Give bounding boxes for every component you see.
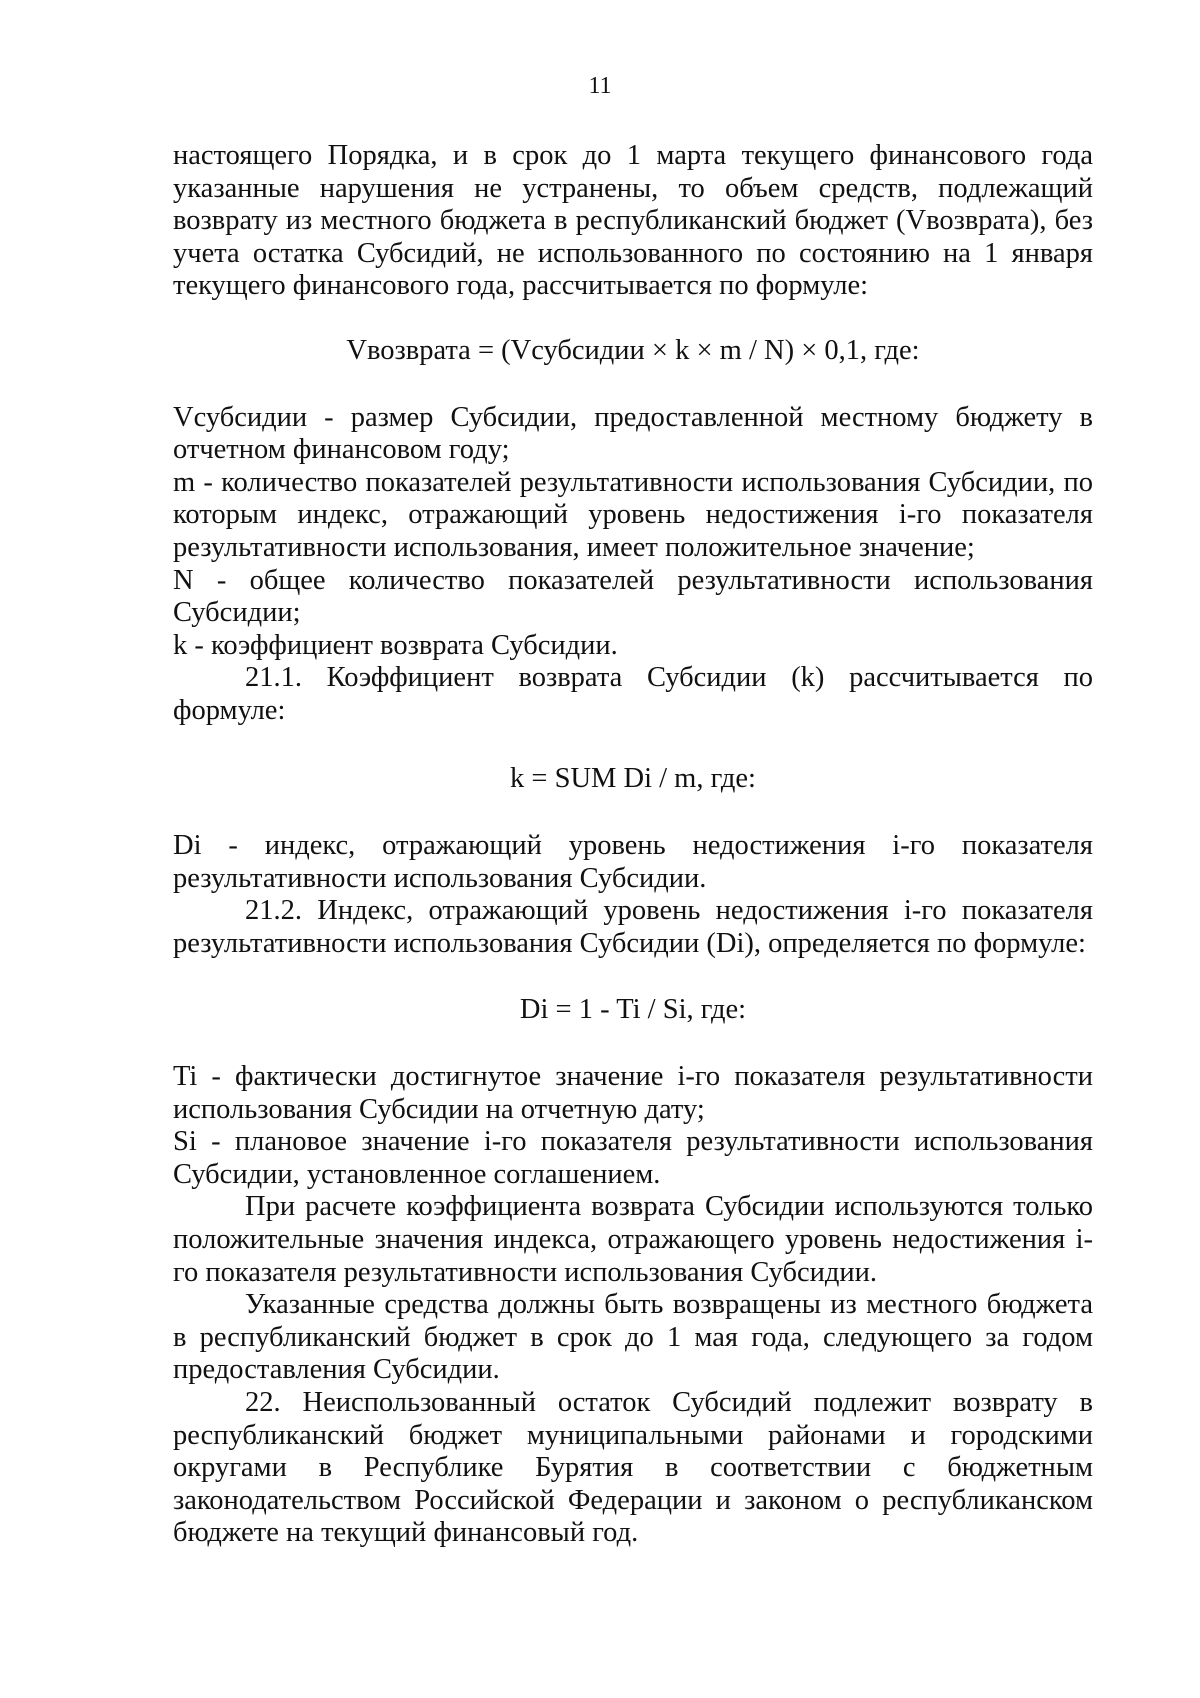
clause-21-2: 21.2. Индекс, отражающий уровень недостижения i-го показателя результативности использования Субсидии (Di), определяется по формуле: (173, 895, 1093, 959)
formula-return-volume: Vвозврата = (Vсубсидии × k × m / N) × 0,1, где: (346, 334, 920, 366)
page-number: 11 (588, 73, 612, 99)
definition-m: m - количество показателей результативности использования Субсидии, по которым индекс, отражающий уровень недостижения i-го показателя результативности использования, имеет положительное значение; (173, 466, 1093, 563)
definition-di: Di - индекс, отражающий уровень недостижения i-го показателя результативности использования Субсидии. (173, 830, 1093, 894)
formula-k: k = SUM Di / m, где: (510, 762, 756, 794)
definition-si: Si - плановое значение i-го показателя результативности использования Субсидии, установленное соглашением. (173, 1126, 1093, 1190)
definition-v-subsidy: Vсубсидии - размер Субсидии, предоставленной местному бюджету в отчетном финансовом году; (173, 401, 1093, 466)
document-body (173, 140, 1093, 1550)
formula-di: Di = 1 - Ti / Si, где: (519, 994, 747, 1026)
paragraph-positive-values: При расчете коэффициента возврата Субсидии используются только положительные значения индекса, отражающего уровень недостижения i-го показателя результативности использования Субсидии. (173, 1191, 1093, 1288)
definition-ti: Ti - фактически достигнутое значение i-го показателя результативности использования Субсидии на отчетную дату; (173, 1061, 1093, 1125)
definition-n: N - общее количество показателей результативности использования Субсидии; (173, 564, 1093, 629)
definition-k: k - коэффициент возврата Субсидии. (173, 629, 618, 661)
paragraph-intro: настоящего Порядка, и в срок до 1 марта текущего финансового года указанные нарушения не устранены, то объем средств, подлежащий возврату из местного бюджета в республиканский бюджет (Vвозврата), без учета остатка Субсидий, не использованного по состоянию на 1 января текущего финансового года, рассчитывается по формуле: (173, 140, 1093, 302)
paragraph-return-deadline: Указанные средства должны быть возвращены из местного бюджета в республиканский бюджет в срок до 1 мая года, следующего за годом предоставления Субсидии. (173, 1289, 1093, 1386)
clause-22: 22. Неиспользованный остаток Субсидий подлежит возврату в республиканский бюджет муниципальными районами и городскими округами в Республике Бурятия в соответствии с бюджетным законодательством Российской Федерации и законом о республиканском бюджете на текущий финансовый год. (173, 1387, 1093, 1549)
clause-21-1: 21.1. Коэффициент возврата Субсидии (k) рассчитывается по формуле: (173, 662, 1093, 726)
